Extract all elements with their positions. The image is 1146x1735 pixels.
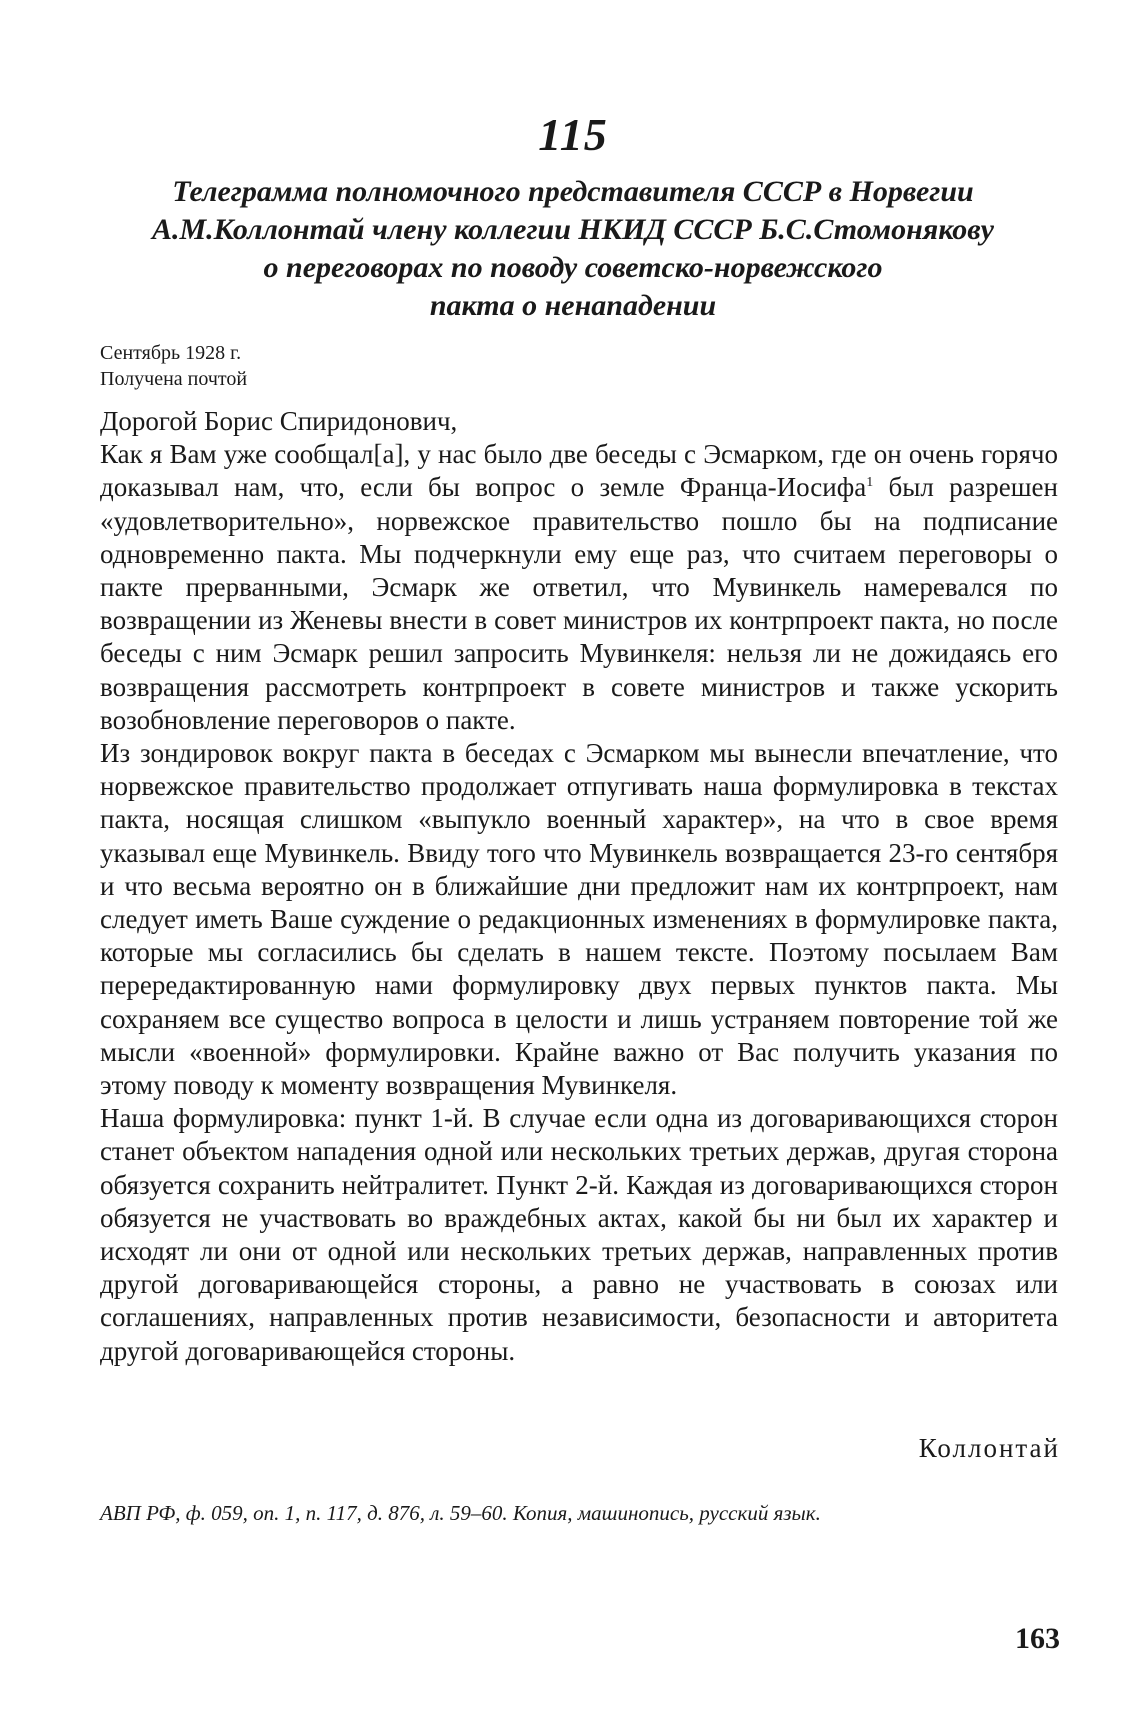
document-date: Сентябрь 1928 г. (100, 342, 242, 364)
footnote-marker: 1 (866, 475, 874, 491)
receipt-note: Получена почтой (100, 368, 248, 390)
document-title (60, 173, 1086, 325)
paragraph-1-end: был разрешен «удовлетворительно», норвежское правительство пошло бы на подписание одновременно пакта. Мы подчеркнули ему еще раз, что считаем переговоры о пакте прерванными, Эсмарк же ответил, что Мувинкель намеревался по возвращении из Женевы внести в совет министров их контрпроект пакта, но после беседы с ним Эсмарк решил запросить Мувинкеля: нельзя ли не дожидаясь его возвращения рассмотреть контрпроект в совете министров и также ускорить возобновление переговоров о пакте. (100, 472, 1058, 735)
paragraph-1-start: Как я Вам уже сообщал[а], у нас было две беседы с Эсмарком, где он очень горячо доказывал нам, что, если бы вопрос о земле Франца-Иосифа (100, 439, 1058, 503)
document-number: 115 (538, 109, 608, 160)
archive-reference: АВП РФ, ф. 059, оп. 1, п. 117, д. 876, л. 59–60. Копия, машинопись, русский язык. (100, 1501, 821, 1525)
paragraph-2: Из зондировок вокруг пакта в беседах с Эсмарком мы вынесли впечатление, что норвежское правительство продолжает отпугивать наша формулировка в текстах пакта, носящая слишком «выпукло военный характер», на что в свое время указывал еще Мувинкель. Ввиду того что Мувинкель возвращается 23-го сентября и что весьма вероятно он в ближайшие дни предложит нам их контрпроект, нам следует иметь Ваше суждение о редакционных изменениях в формулировке пакта, которые мы согласились бы сделать в нашем тексте. Поэтому посылаем Вам перередактированную нами формулировку двух первых пунктов пакта. Мы сохраняем все существо вопроса в целости и лишь устраняем повторение той же мысли «военной» формулировки. Крайне важно от Вас получить указания по этому поводу к моменту возвращения Мувинкеля. (100, 738, 1058, 1101)
letter-body (100, 405, 1058, 1368)
document-meta (100, 340, 247, 392)
salutation: Дорогой Борис Спиридонович, (100, 406, 458, 436)
paragraph-3: Наша формулировка: пункт 1-й. В случае если одна из договаривающихся сторон станет объектом нападения одной или нескольких третьих держав, другая сторона обязуется сохранить нейтралитет. Пункт 2-й. Каждая из договаривающихся сторон обязуется не участвовать во враждебных актах, какой бы ни был их характер и исходят ли они от одной или нескольких третьих держав, направленных против другой договаривающейся стороны, а равно не участвовать в союзах или соглашениях, направленных против независимости, безопасности и авторитета другой договаривающейся стороны. (100, 1103, 1058, 1366)
page-number: 163 (1015, 1622, 1060, 1655)
signature: Коллонтай (918, 1433, 1060, 1463)
paragraph-1 (100, 438, 1058, 737)
title-line: Телеграмма полномочного представителя СССР в Норвегии (172, 175, 974, 208)
title-line: пакта о ненападении (429, 289, 717, 322)
title-line: А.М.Коллонтай члену коллегии НКИД СССР Б.С.Стомонякову (151, 213, 994, 246)
title-line: о переговорах по поводу советско-норвежского (263, 251, 883, 284)
